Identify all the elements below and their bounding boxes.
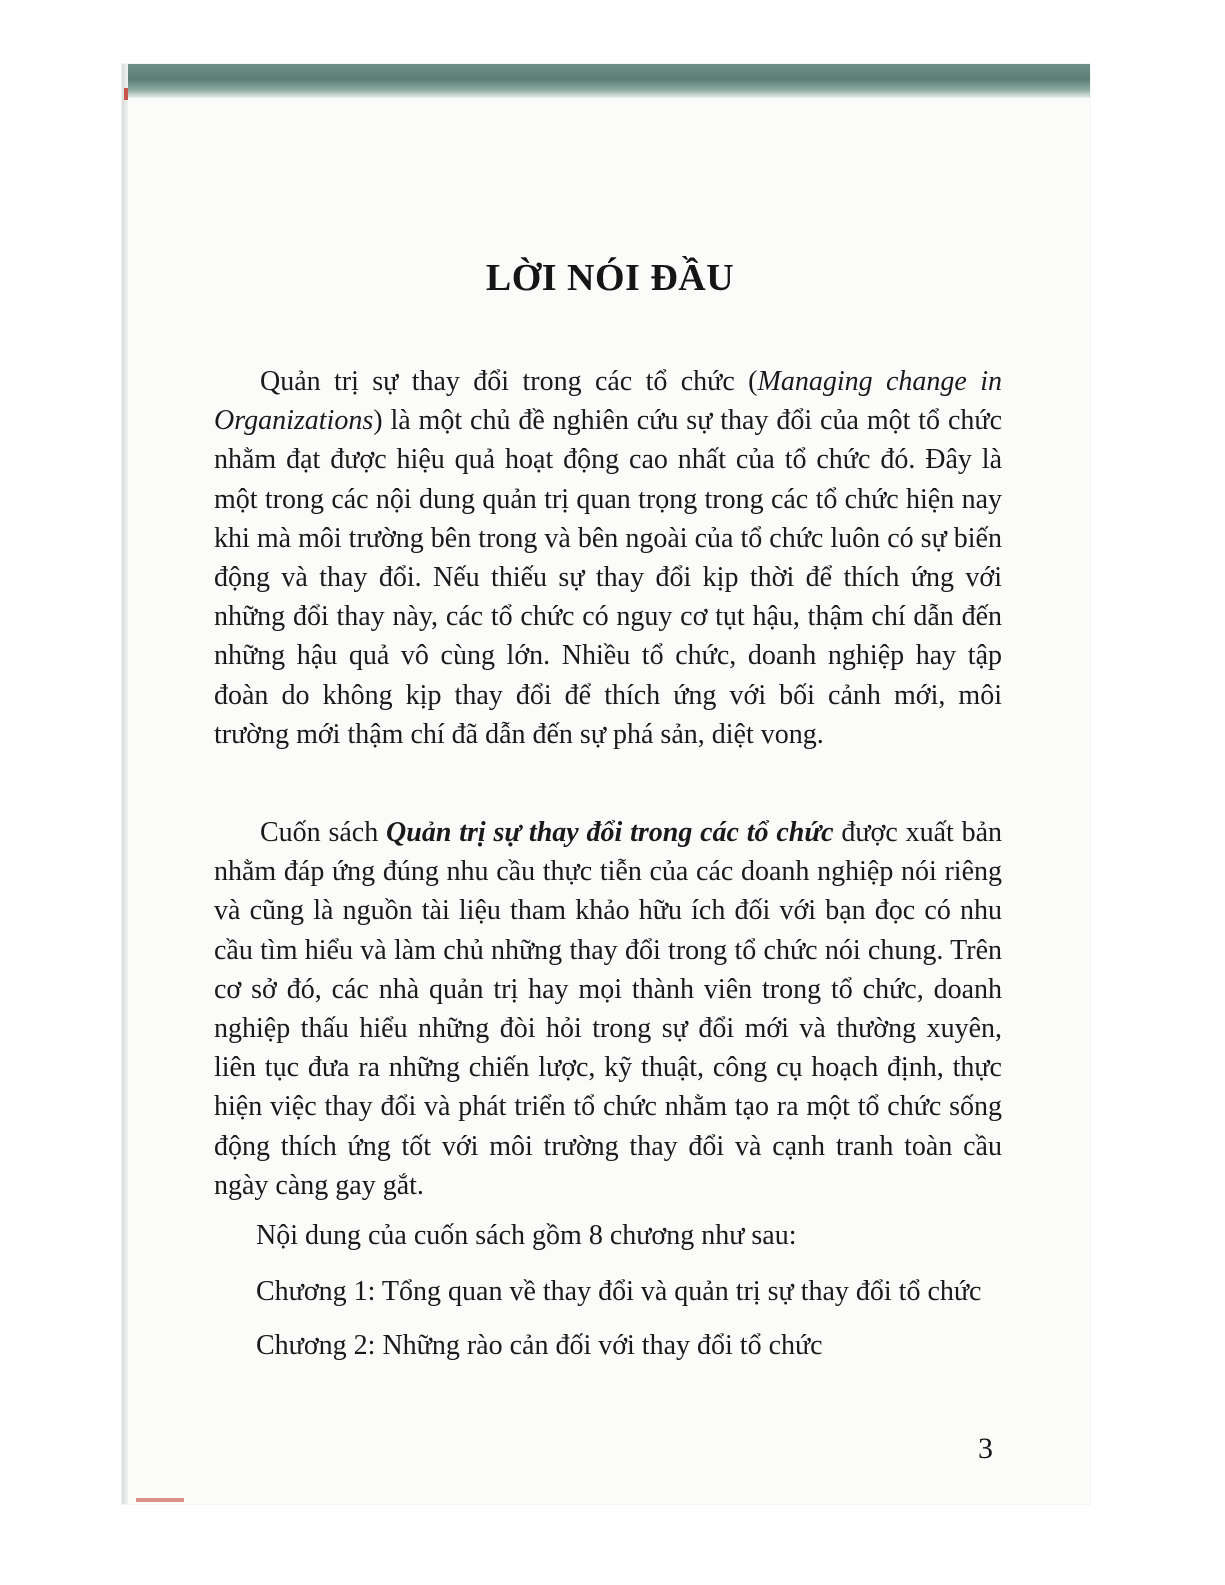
chapter-1-line: Chương 1: Tổng quan về thay đổi và quản trị sự thay đổi tổ chức <box>256 1276 982 1307</box>
red-mark-top <box>124 88 128 100</box>
chapter-2-line: Chương 2: Những rào cản đối với thay đổi tổ chức <box>256 1330 823 1361</box>
cover-strip <box>122 64 1090 98</box>
paragraph-1-part2: ) là một chủ đề nghiên cứu sự thay đổi của một tổ chức nhằm đạt được hiệu quả hoạt động cao nhất của tổ chức đó. Đây là một trong các nội dung quản trị quan trọng trong các tổ chức hiện nay khi mà môi trường bên trong và bên ngoài của tổ chức luôn có sự biến động và thay đổi. Nếu thiếu sự thay đổi kịp thời để thích ứng với những đổi thay này, các tổ chức có nguy cơ tụt hậu, thậm chí dẫn đến những hậu quả vô cùng lớn. Nhiều tổ chức, doanh nghiệp hay tập đoàn do không kịp thay đổi để thích ứng với bối cảnh mới, môi trường mới thậm chí đã dẫn đến sự phá sản, diệt vong. <box>214 405 1002 750</box>
page-edge <box>122 64 128 1504</box>
paragraph-2-part1: Cuốn sách <box>260 817 387 848</box>
paragraph-2 <box>214 813 1002 1205</box>
page-title: LỜI NÓI ĐẦU <box>485 257 735 299</box>
page-number: 3 <box>978 1432 993 1465</box>
chapter-intro: Nội dung của cuốn sách gồm 8 chương như sau: <box>256 1220 797 1251</box>
paragraph-2-bold-italic: Quản trị sự thay đổi trong các tổ chức <box>386 817 834 848</box>
paragraph-1-part1: Quản trị sự thay đổi trong các tổ chức ( <box>260 366 758 397</box>
paragraph-1-italic: Managing change in Organizations <box>214 366 1002 437</box>
paragraph-1 <box>214 362 1002 754</box>
red-mark-bottom <box>136 1498 184 1502</box>
paragraph-2-part2: được xuất bản nhằm đáp ứng đúng nhu cầu thực tiễn của các doanh nghiệp nói riêng và cũng là nguồn tài liệu tham khảo hữu ích đối với bạn đọc có nhu cầu tìm hiểu và làm chủ những thay đổi trong tổ chức nói chung. Trên cơ sở đó, các nhà quản trị hay mọi thành viên trong tổ chức, doanh nghiệp thấu hiểu những đòi hỏi trong sự đổi mới và thường xuyên, liên tục đưa ra những chiến lược, kỹ thuật, công cụ hoạch định, thực hiện việc thay đổi và phát triển tổ chức nhằm tạo ra một tổ chức sống động thích ứng tốt với môi trường thay đổi và cạnh tranh toàn cầu ngày càng gay gắt. <box>214 817 1003 1201</box>
